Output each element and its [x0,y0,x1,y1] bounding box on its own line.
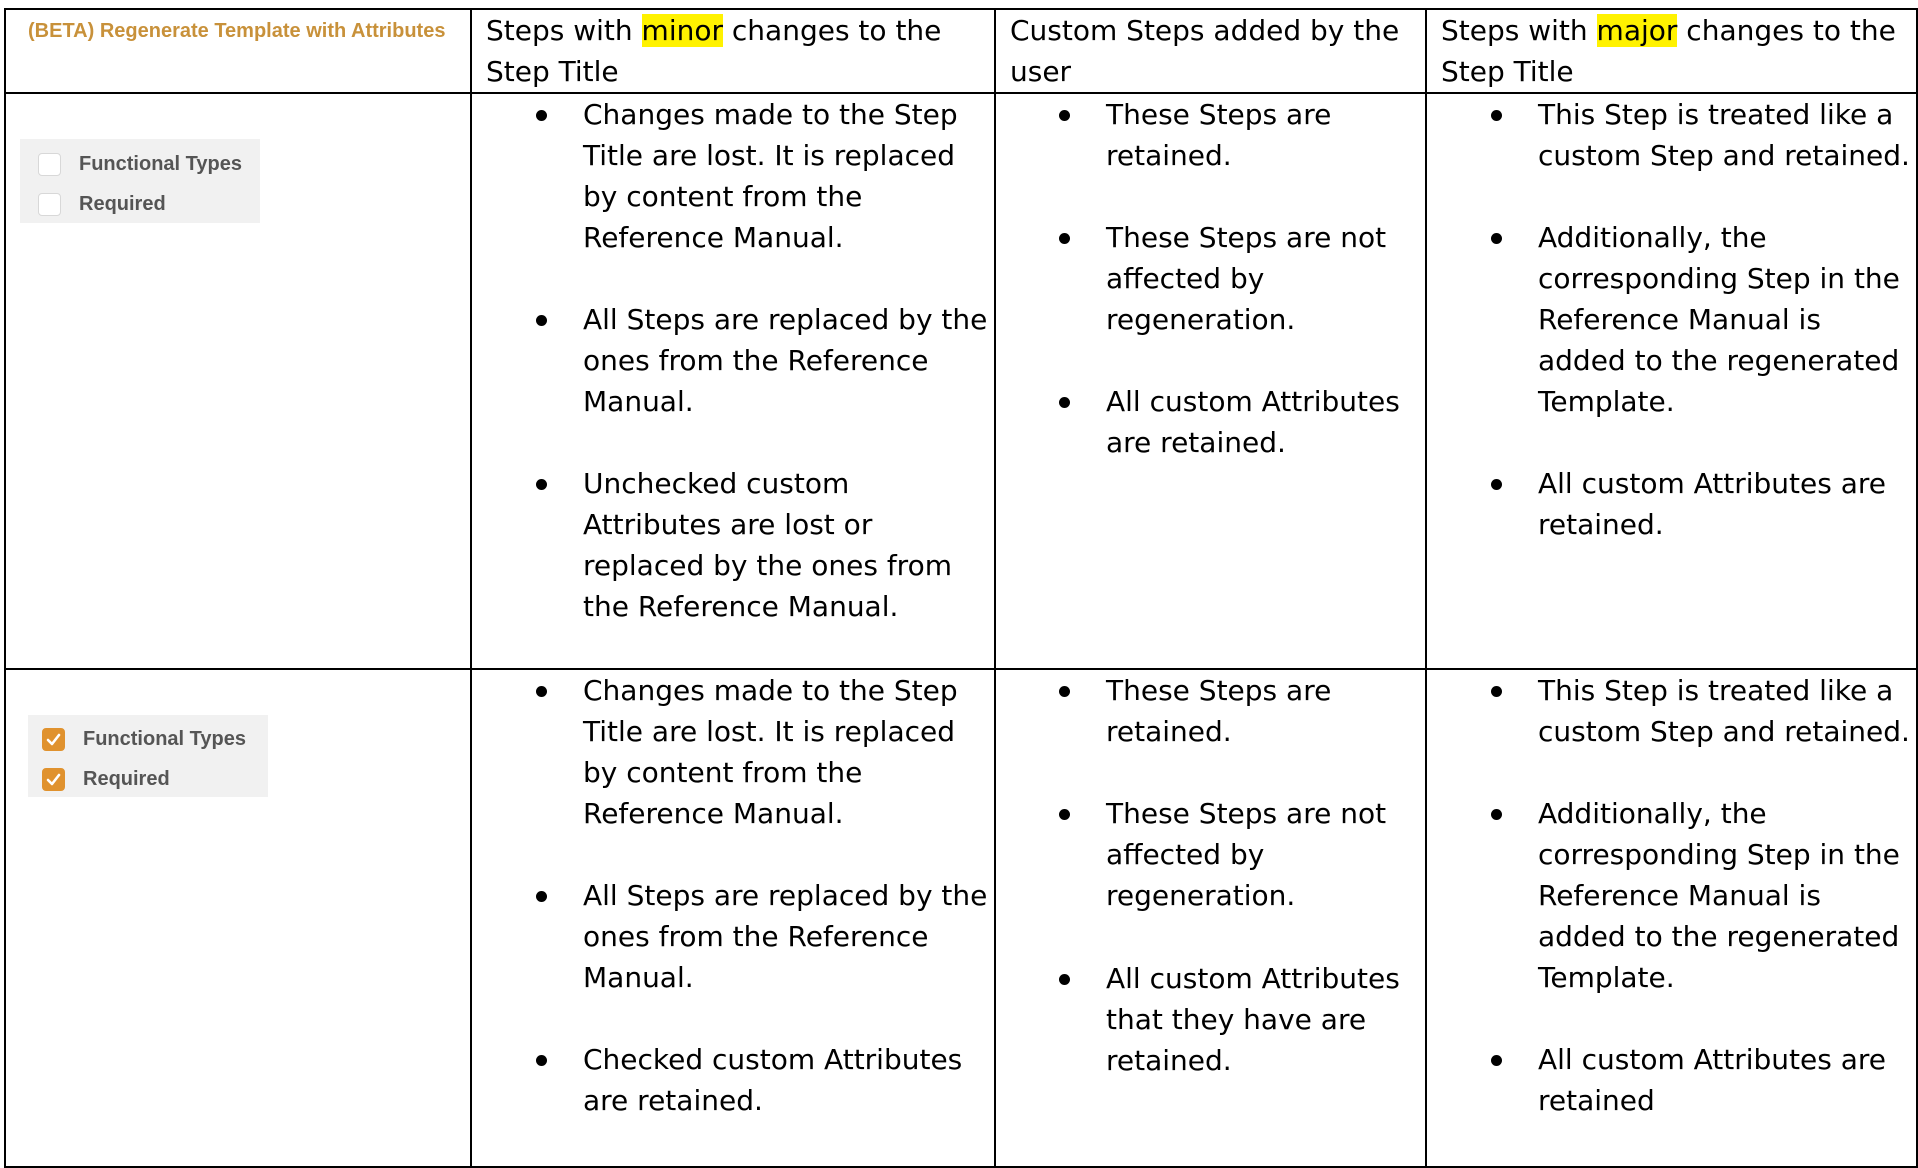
header-cell-minor [471,9,995,93]
bullet-list [472,670,994,1121]
option-functional-types[interactable] [28,719,268,759]
list-item: Additionally, the corresponding Step in the Reference Manual is added to the regenerated Template. [1427,217,1916,422]
bullet-icon [1491,479,1502,490]
list-item: This Step is treated like a custom Step and retained. [1427,670,1916,752]
bullet-icon [1491,110,1502,121]
bullet-icon [1491,809,1502,820]
options-cell [5,93,471,669]
highlight-major: major [1596,14,1678,47]
option-functional-types[interactable] [20,144,260,184]
bullet-icon [536,110,547,121]
bullet-icon [1059,397,1070,408]
list-item: Additionally, the corresponding Step in the Reference Manual is added to the regenerated Template. [1427,793,1916,998]
list-item: These Steps are retained. [996,670,1425,752]
minor-cell [471,93,995,669]
bullet-list [996,94,1425,463]
list-item: All custom Attributes are retained. [996,381,1425,463]
bullet-list [472,94,994,627]
option-required[interactable] [28,759,268,799]
checkmark-icon [45,731,62,748]
custom-cell [995,669,1426,1167]
checkbox-required[interactable] [38,193,61,216]
bullet-icon [1059,110,1070,121]
header-custom: Custom Steps added by the user [1010,14,1400,88]
list-item: All Steps are replaced by the ones from the Reference Manual. [472,875,994,998]
list-item: These Steps are retained. [996,94,1425,176]
app-title: (BETA) Regenerate Template with Attributes [28,20,446,42]
checkbox-required[interactable] [42,768,65,791]
comparison-table [4,8,1918,1168]
option-label: Required [83,767,170,790]
bullet-icon [1059,686,1070,697]
bullet-icon [1491,233,1502,244]
bullet-list [1427,94,1916,545]
bullet-list [996,670,1425,1081]
minor-cell [471,669,995,1167]
options-panel [28,715,268,797]
bullet-icon [1491,686,1502,697]
header-row [5,9,1917,93]
option-label: Functional Types [83,727,246,750]
option-label: Functional Types [79,152,242,175]
header-major: Steps with major changes to the Step Title [1441,14,1896,88]
custom-cell [995,93,1426,669]
bullet-icon [536,1055,547,1066]
list-item: All custom Attributes are retained. [1427,463,1916,545]
bullet-list [1427,670,1916,1121]
list-item: All Steps are replaced by the ones from the Reference Manual. [472,299,994,422]
bullet-icon [536,891,547,902]
header-cell-custom [995,9,1426,93]
list-item: All custom Attributes that they have are retained. [996,958,1425,1081]
list-item: These Steps are not affected by regeneration. [996,793,1425,916]
checkbox-functional-types[interactable] [38,153,61,176]
major-cell [1426,93,1917,669]
header-cell-app-title [5,9,471,93]
bullet-icon [536,315,547,326]
header-cell-major [1426,9,1917,93]
header-minor: Steps with minor changes to the Step Title [486,14,942,88]
bullet-icon [536,686,547,697]
bullet-icon [536,479,547,490]
list-item: These Steps are not affected by regeneration. [996,217,1425,340]
major-cell [1426,669,1917,1167]
list-item: Unchecked custom Attributes are lost or replaced by the ones from the Reference Manual. [472,463,994,627]
list-item: All custom Attributes are retained [1427,1039,1916,1121]
list-item: Changes made to the Step Title are lost. It is replaced by content from the Reference Manual. [472,94,994,258]
options-cell [5,669,471,1167]
list-item: Checked custom Attributes are retained. [472,1039,994,1121]
table-row [5,93,1917,669]
bullet-icon [1059,233,1070,244]
options-panel [20,139,260,223]
option-required[interactable] [20,184,260,224]
checkbox-functional-types[interactable] [42,728,65,751]
highlight-minor: minor [641,14,723,47]
list-item: This Step is treated like a custom Step and retained. [1427,94,1916,176]
checkmark-icon [45,771,62,788]
bullet-icon [1491,1055,1502,1066]
option-label: Required [79,192,166,215]
table-row [5,669,1917,1167]
list-item: Changes made to the Step Title are lost. It is replaced by content from the Reference Manual. [472,670,994,834]
bullet-icon [1059,974,1070,985]
bullet-icon [1059,809,1070,820]
